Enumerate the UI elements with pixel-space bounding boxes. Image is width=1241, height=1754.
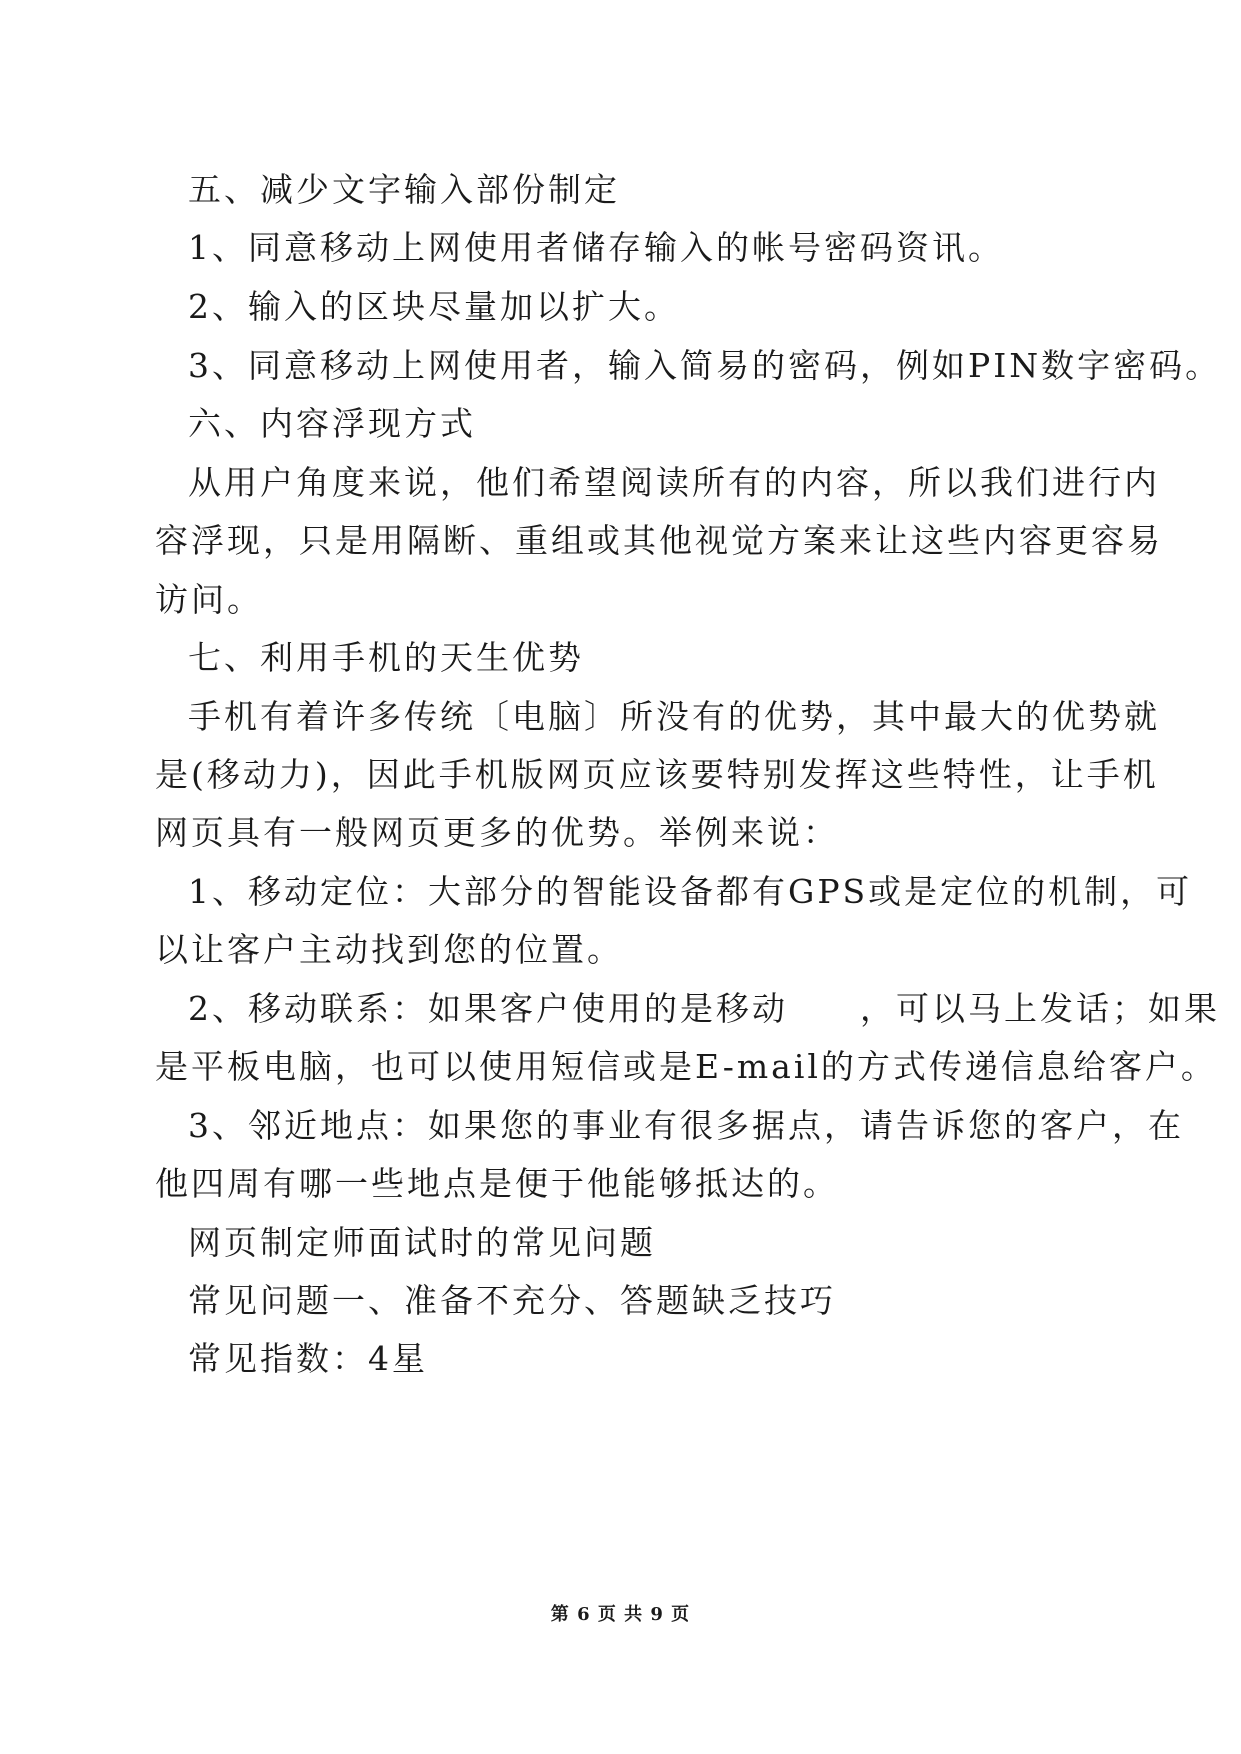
list-item-enlarge-input: 2、输入的区块尽量加以扩大。 (188, 287, 680, 326)
paragraph-line: 手机有着许多传统〔电脑〕所没有的优势，其中最大的优势就 (188, 697, 1160, 736)
list-item-mobile-location: 1、移动定位：大部分的智能设备都有GPS或是定位的机制，可 (188, 872, 1193, 911)
list-item-nearby-locations: 3、邻近地点：如果您的事业有很多据点，请告诉您的客户，在 (188, 1106, 1184, 1145)
common-index-rating: 常见指数：4星 (188, 1339, 428, 1378)
page-number-footer: 第 6 页 共 9 页 (550, 1604, 691, 1625)
heading-interview-questions: 网页制定师面试时的常见问题 (188, 1223, 656, 1262)
paragraph-line: 他四周有哪一些地点是便于他能够抵达的。 (155, 1164, 839, 1203)
paragraph-line: 容浮现，只是用隔断、重组或其他视觉方案来让这些内容更容易 (155, 521, 1163, 560)
list-item-mobile-contact: 2、移动联系：如果客户使用的是移动 ，可以马上发话；如果 (188, 989, 1220, 1028)
paragraph-line: 以让客户主动找到您的位置。 (155, 930, 623, 969)
paragraph-line: 网页具有一般网页更多的优势。举例来说： (155, 813, 839, 852)
list-item-save-password: 1、同意移动上网使用者储存输入的帐号密码资讯。 (188, 228, 1004, 267)
paragraph-line: 是(移动力)，因此手机版网页应该要特别发挥这些特性，让手机 (155, 755, 1159, 794)
heading-phone-advantages: 七、利用手机的天生优势 (188, 638, 584, 677)
paragraph-line: 从用户角度来说，他们希望阅读所有的内容，所以我们进行内 (188, 463, 1160, 502)
paragraph-line: 访问。 (155, 580, 263, 619)
paragraph-line: 是平板电脑，也可以使用短信或是E-mail的方式传递信息给客户。 (155, 1047, 1217, 1086)
list-item-simple-password: 3、同意移动上网使用者，输入简易的密码，例如PIN数字密码。 (188, 346, 1222, 385)
heading-content-display: 六、内容浮现方式 (188, 404, 476, 443)
heading-reduce-text-input: 五、减少文字输入部份制定 (188, 170, 620, 209)
heading-common-question-1: 常见问题一、准备不充分、答题缺乏技巧 (188, 1281, 836, 1320)
